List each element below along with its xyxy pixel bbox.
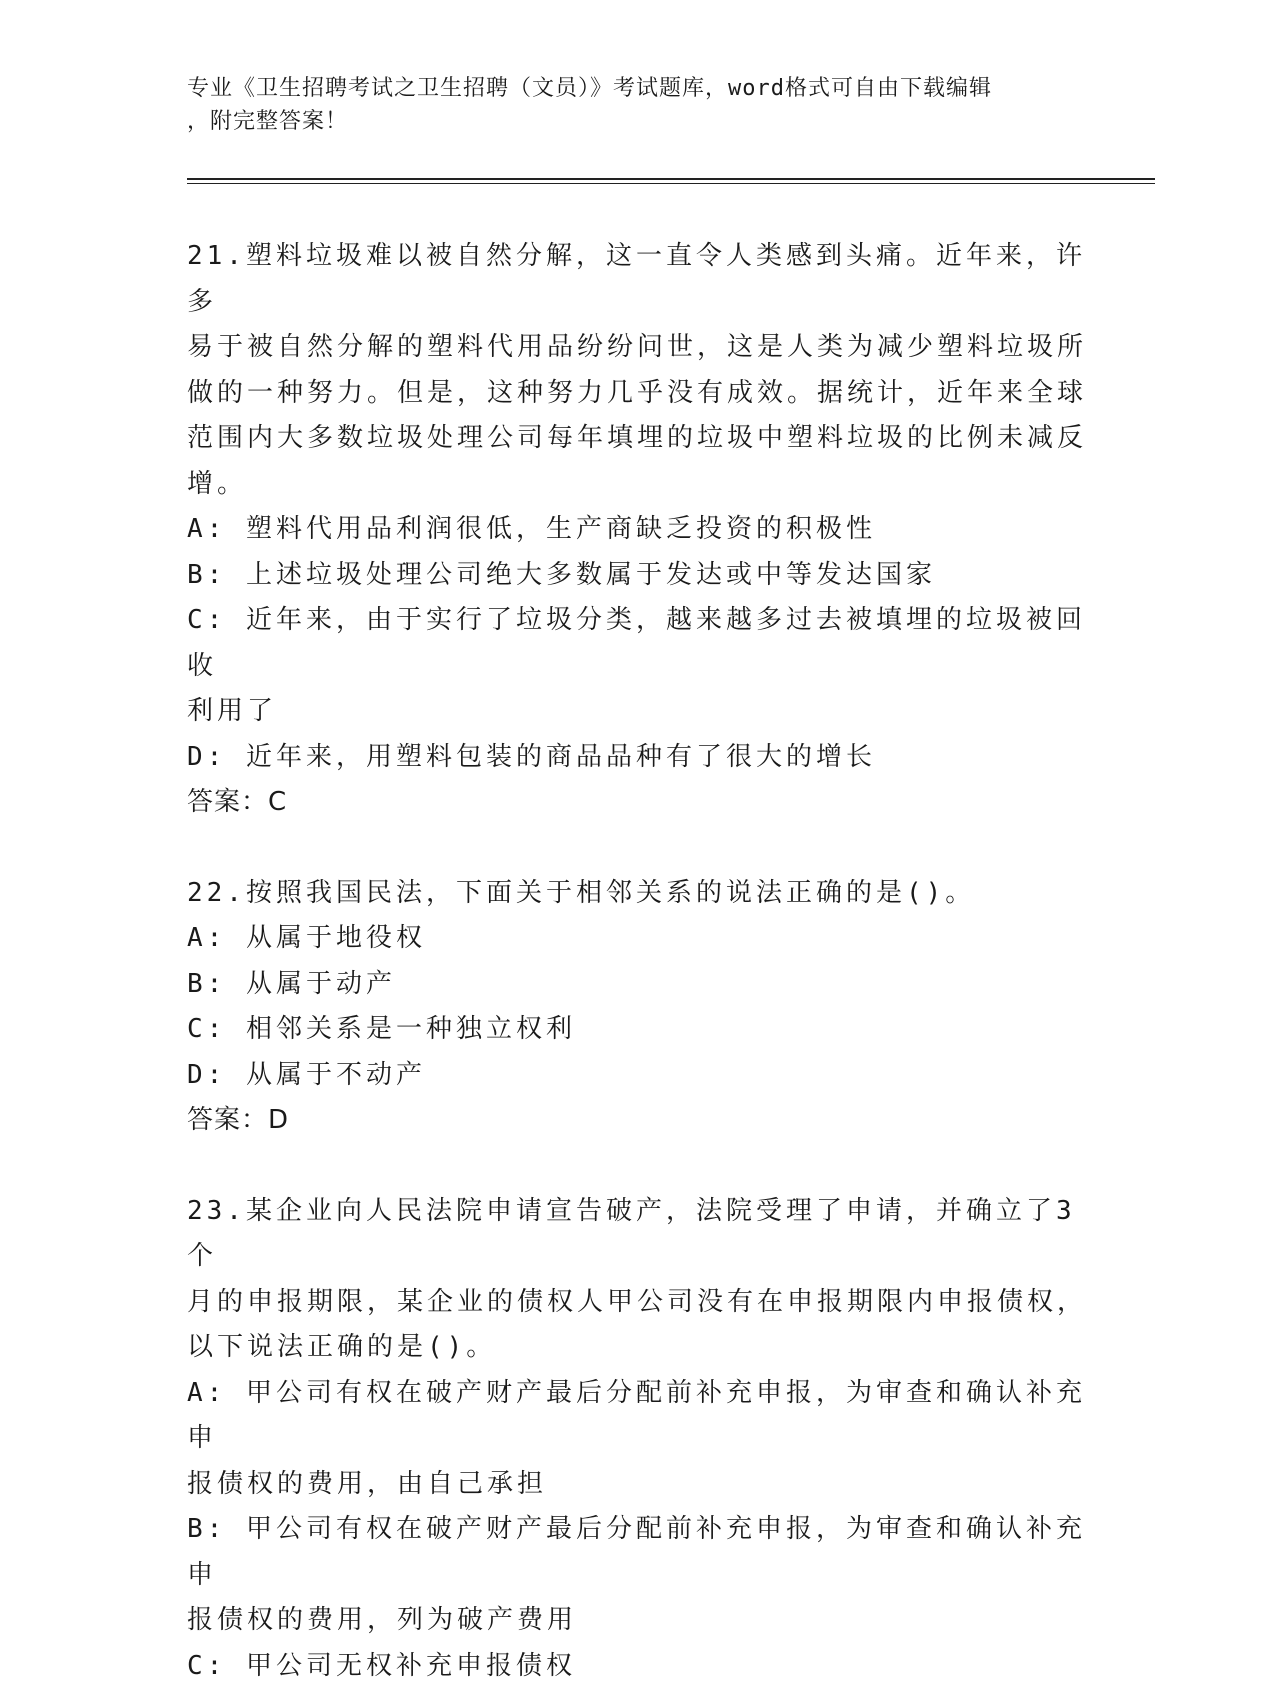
question-stem-line: 增。 [187,462,1087,508]
option-b: B: 上述垃圾处理公司绝大多数属于发达或中等发达国家 [187,553,1087,599]
header-line-2: ，附完整答案！ [187,105,1087,138]
header-divider-thin [187,183,1155,184]
option-c: C: 近年来，由于实行了垃圾分类，越来越多过去被填埋的垃圾被回收 [187,598,1087,689]
option-a: A: 甲公司有权在破产财产最后分配前补充申报，为审查和确认补充申 [187,1371,1087,1462]
question-spacer [187,1144,1087,1189]
option-d: D: 从属于不动产 [187,1053,1087,1099]
option-a: A: 塑料代用品利润很低，生产商缺乏投资的积极性 [187,507,1087,553]
question-stem-line: 月的申报期限，某企业的债权人甲公司没有在申报期限内申报债权， [187,1280,1087,1326]
option-d: D: 近年来，用塑料包装的商品品种有了很大的增长 [187,735,1087,781]
answer: 答案：D [187,1098,1087,1144]
page-header [187,72,1087,138]
question-stem-line: 22.按照我国民法，下面关于相邻关系的说法正确的是()。 [187,871,1087,917]
question-list [187,234,1087,1689]
option-c: C: 甲公司无权补充申报债权 [187,1644,1087,1689]
question-stem-line: 23.某企业向人民法院申请宣告破产，法院受理了申请，并确立了3个 [187,1189,1087,1280]
question-spacer [187,826,1087,871]
option-a: A: 从属于地役权 [187,916,1087,962]
question-22 [187,871,1087,1144]
question-stem-line: 21.塑料垃圾难以被自然分解，这一直令人类感到头痛。近年来，许多 [187,234,1087,325]
question-stem-line: 易于被自然分解的塑料代用品纷纷问世，这是人类为减少塑料垃圾所 [187,325,1087,371]
option-a-continued: 报债权的费用，由自己承担 [187,1462,1087,1508]
question-stem-line: 做的一种努力。但是，这种努力几乎没有成效。据统计，近年来全球 [187,371,1087,417]
question-23 [187,1189,1087,1689]
option-c: C: 相邻关系是一种独立权利 [187,1007,1087,1053]
question-stem-line: 范围内大多数垃圾处理公司每年填埋的垃圾中塑料垃圾的比例未减反 [187,416,1087,462]
option-b: B: 从属于动产 [187,962,1087,1008]
header-divider [187,178,1155,180]
option-b-continued: 报债权的费用，列为破产费用 [187,1598,1087,1644]
question-21 [187,234,1087,826]
question-stem-line: 以下说法正确的是()。 [187,1325,1087,1371]
option-c-continued: 利用了 [187,689,1087,735]
answer: 答案：C [187,780,1087,826]
option-b: B: 甲公司有权在破产财产最后分配前补充申报，为审查和确认补充申 [187,1507,1087,1598]
header-line-1: 专业《卫生招聘考试之卫生招聘（文员）》考试题库，word格式可自由下载编辑 [187,72,1087,105]
